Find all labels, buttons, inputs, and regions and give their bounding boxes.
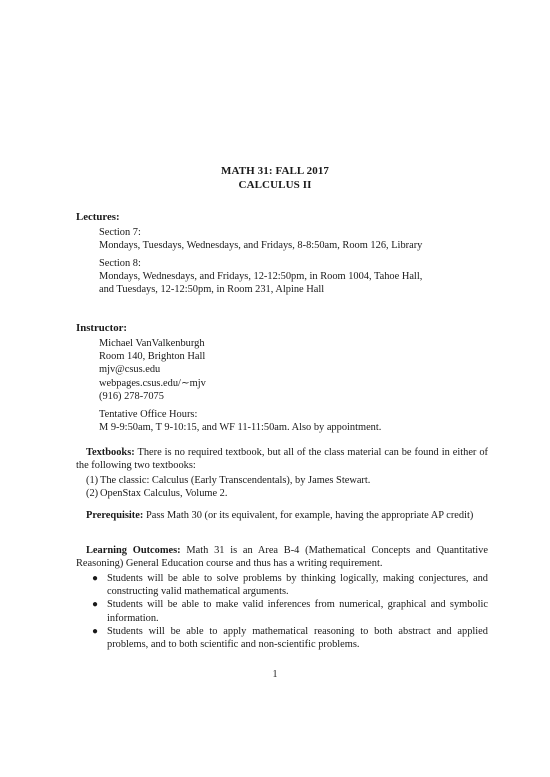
list-item [86,474,488,487]
list-item-text: Students will be able to make valid inferences from numerical, graphical and symbolic information. [107,599,488,624]
office-hours-times: M 9-9:50am, T 9-10:15, and WF 11-11:50am. Also by appointment. [99,422,382,434]
instructor-name: Michael VanValkenburgh [99,338,205,349]
list-item [86,487,488,500]
instructor-heading: Instructor: [76,322,127,334]
bullet-icon: ● [92,599,99,611]
learning-outcomes-text: Math 31 is an Area B-4 (Mathematical Concepts and Quantitative Reasoning) General Education course and thus has a writing requirement. [76,545,488,570]
prerequisite-text: Pass Math 30 (or its equivalent, for example, having the appropriate AP credit) [145,510,474,521]
section-8-label: Section 8: [99,258,141,269]
document-title [0,165,550,192]
list-item-text: Students will be able to solve problems by thinking logically, making conjectures, and constructing valid mathematical arguments. [107,573,488,598]
bullet-icon: ● [92,625,99,637]
textbooks-paragraph [76,446,488,472]
prerequisite-paragraph [76,509,488,522]
office-hours [99,408,489,434]
learning-outcomes-heading: Learning Outcomes: [86,545,181,556]
list-item-number: (1) [86,475,99,486]
textbooks-heading: Textbooks: [86,447,135,458]
section-8-line-2: and Tuesdays, 12-12:50pm, in Room 231, Alpine Hall [99,284,325,296]
course-subtitle: CALCULUS II [238,178,312,191]
learning-outcomes-list [92,572,488,651]
list-item-text: The classic: Calculus (Early Transcendentals), by James Stewart. [100,475,371,486]
list-item [92,598,488,624]
lectures-section-7 [99,226,489,252]
list-item-text: Students will be able to apply mathematical reasoning to both abstract and applied problems, and to both scientific and non-scientific problems. [107,625,488,651]
instructor-info [99,337,489,403]
course-title: MATH 31: FALL 2017 [220,165,330,177]
bullet-icon: ● [92,573,99,584]
learning-outcomes-paragraph [76,544,488,570]
section-7-label: Section 7: [99,227,141,238]
list-item [92,572,488,598]
prerequisite-heading: Prerequisite: [86,510,144,521]
lectures-heading: Lectures: [76,211,120,223]
instructor-website: webpages.csus.edu/∼mjv [99,377,206,389]
page-number: 1 [272,669,278,680]
list-item [92,625,488,651]
office-hours-label: Tentative Office Hours: [99,409,198,420]
instructor-office: Room 140, Brighton Hall [99,351,206,363]
list-item-number: (2) [86,488,99,500]
instructor-phone: (916) 278-7075 [99,390,164,402]
lectures-section-8 [99,257,489,297]
section-7-time: Mondays, Tuesdays, Wednesdays, and Fridays, 8-8:50am, Room 126, Library [99,240,423,252]
section-8-line-1: Mondays, Wednesdays, and Fridays, 12-12:50pm, in Room 1004, Tahoe Hall, [99,271,423,283]
textbooks-list [86,474,488,500]
list-item-text: OpenStax Calculus, Volume 2. [100,488,228,500]
textbooks-text: There is no required textbook, but all of the class material can be found in either of the following two textbooks: [76,447,488,472]
instructor-email: mjv@csus.edu [99,364,161,376]
